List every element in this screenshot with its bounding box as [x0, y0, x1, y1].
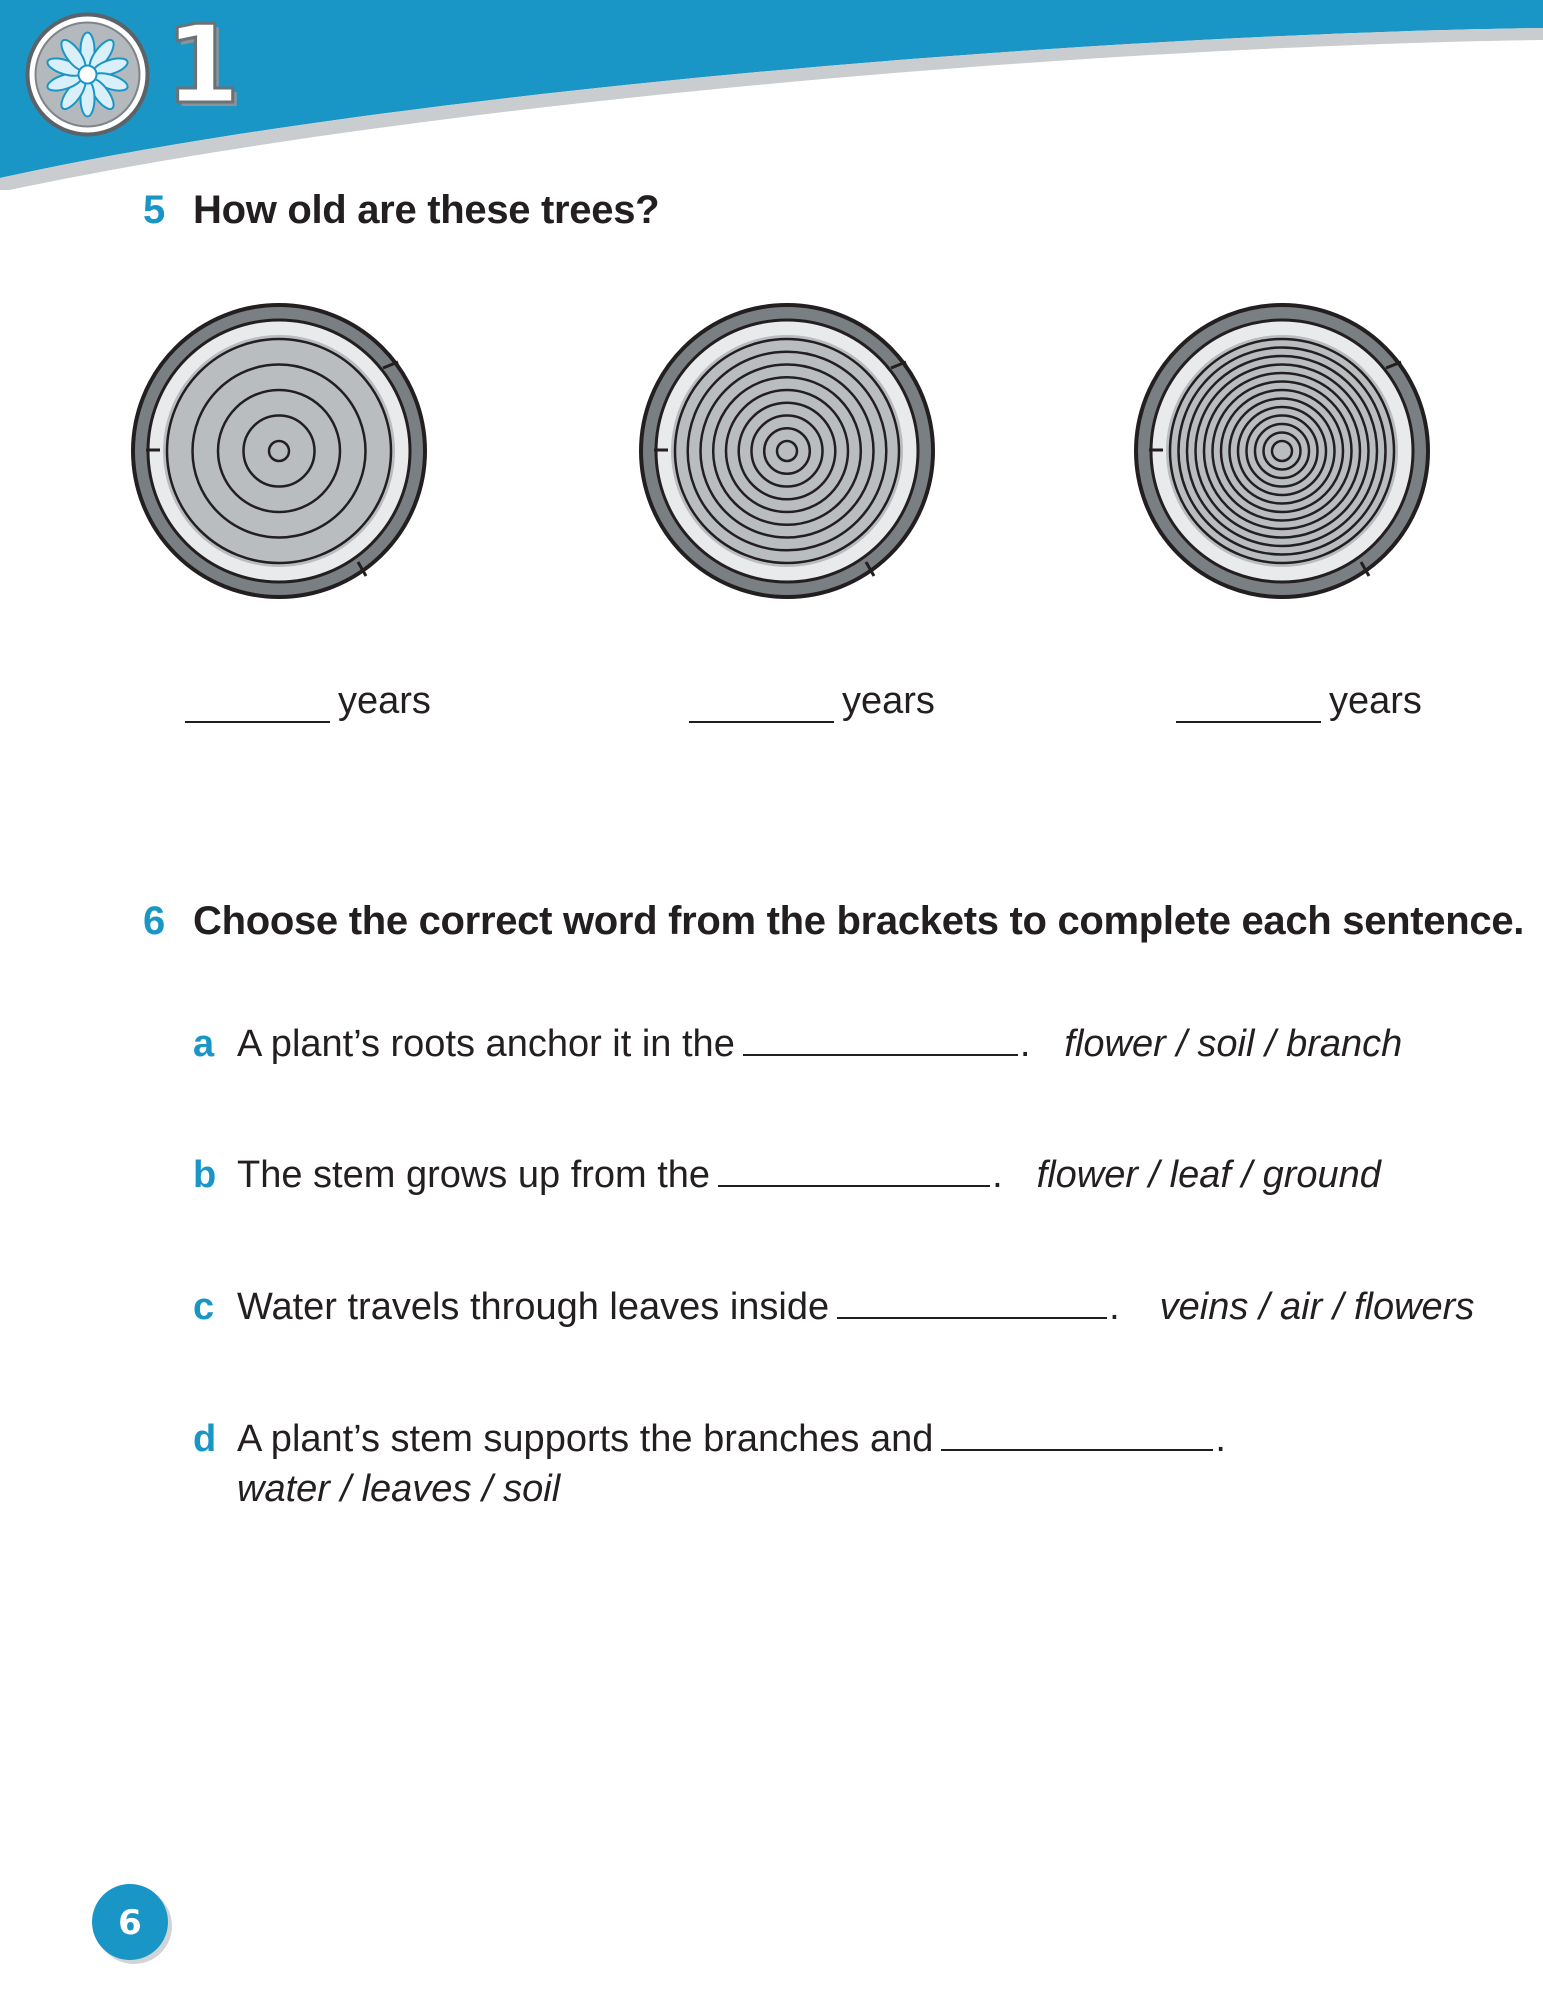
- page-number-badge: [90, 1882, 174, 1966]
- question-6-number: 6: [143, 899, 166, 943]
- sentence-c-text: Water travels through leaves inside: [237, 1286, 830, 1328]
- answer-1: [185, 680, 431, 723]
- sentence-a-letter: a: [193, 1023, 215, 1065]
- sentence-b-letter: b: [193, 1154, 217, 1196]
- sentence-a-end: .: [1019, 1023, 1031, 1065]
- tree-rings-3: [1131, 300, 1433, 602]
- answer-1-blank[interactable]: [185, 683, 330, 723]
- sentence-b-end: .: [992, 1154, 1003, 1196]
- sentence-b-text: The stem grows up from the: [237, 1154, 711, 1196]
- answer-2-unit: years: [842, 680, 935, 722]
- sentence-d-choices: water / leaves / soil: [237, 1468, 561, 1510]
- question-5-prompt: How old are these trees?: [193, 188, 660, 232]
- sentence-d-end: .: [1215, 1418, 1226, 1460]
- unit-number: 1: [165, 3, 241, 128]
- question-6-prompt: Choose the correct word from the brackets to complete each sentence.: [193, 899, 1525, 943]
- sentence-c-blank[interactable]: [837, 1287, 1107, 1319]
- answer-2-blank[interactable]: [689, 683, 834, 723]
- page-number: 6: [118, 1903, 142, 1943]
- sentence-b-blank[interactable]: [718, 1155, 990, 1187]
- answer-3: [1176, 680, 1422, 723]
- sentence-d-letter: d: [193, 1418, 217, 1460]
- sentence-a-blank[interactable]: [743, 1024, 1018, 1056]
- sentence-c-choices: veins / air / flowers: [1159, 1286, 1475, 1328]
- sentence-a-text: A plant’s roots anchor it in the: [237, 1023, 735, 1065]
- sentence-b: [193, 1154, 1381, 1197]
- tree-rings-1: [128, 300, 430, 602]
- unit-badge: [25, 12, 150, 137]
- sentence-d: [193, 1418, 1226, 1461]
- answer-3-unit: years: [1329, 680, 1422, 722]
- answer-1-unit: years: [338, 680, 431, 722]
- sentence-c-letter: c: [193, 1286, 215, 1328]
- sentence-a: [193, 1023, 1402, 1066]
- sentence-c-end: .: [1109, 1286, 1120, 1328]
- sentence-b-choices: flower / leaf / ground: [1036, 1154, 1381, 1196]
- sentence-d-text: A plant’s stem supports the branches and: [237, 1418, 934, 1460]
- answer-2: [689, 680, 935, 723]
- sentence-c: [193, 1286, 1474, 1329]
- sentence-d-blank[interactable]: [941, 1419, 1213, 1451]
- sentence-a-choices: flower / soil / branch: [1064, 1023, 1403, 1065]
- tree-rings-2: [636, 300, 938, 602]
- question-5-number: 5: [143, 188, 166, 232]
- answer-3-blank[interactable]: [1176, 683, 1321, 723]
